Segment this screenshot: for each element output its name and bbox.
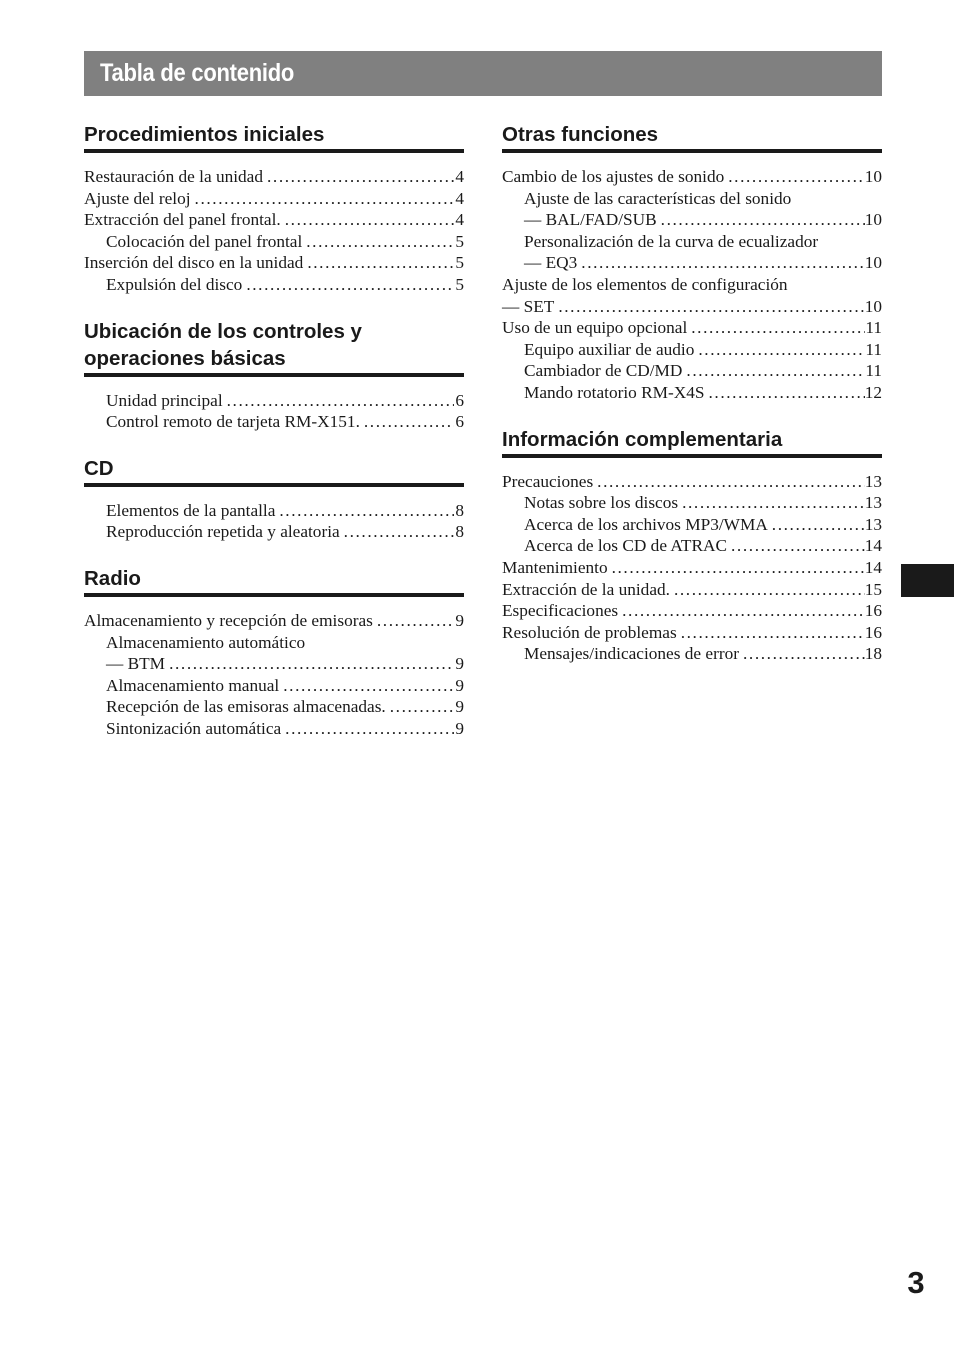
dot-leader xyxy=(165,653,454,675)
dot-leader xyxy=(694,339,865,361)
toc-entry-title: — SET xyxy=(502,296,555,316)
toc-entry[interactable] xyxy=(502,557,882,579)
toc-entry[interactable] xyxy=(502,209,882,231)
toc-entry[interactable] xyxy=(502,600,882,622)
dot-leader xyxy=(727,535,865,557)
toc-entry[interactable] xyxy=(502,296,882,318)
toc-entry-title: Mantenimiento xyxy=(502,557,608,577)
toc-entry[interactable] xyxy=(502,622,882,644)
toc-entry[interactable] xyxy=(502,231,882,253)
dot-leader xyxy=(678,492,865,514)
toc-entry-title: Restauración de la unidad xyxy=(84,167,263,186)
toc-entry-page: 5 xyxy=(455,274,464,294)
toc-entry[interactable] xyxy=(84,166,464,188)
toc-entry[interactable] xyxy=(84,500,464,522)
toc-section-otras-funciones xyxy=(502,121,882,404)
toc-entry-title: Ajuste de las características del sonido xyxy=(524,188,792,208)
toc-entry-page: 11 xyxy=(865,339,882,359)
toc-entry-page: 5 xyxy=(455,253,464,273)
section-heading: Radio xyxy=(84,565,464,597)
toc-entry-list xyxy=(502,471,882,665)
toc-entry[interactable] xyxy=(502,360,882,382)
section-heading: Otras funciones xyxy=(502,121,882,153)
toc-entry-page: 14 xyxy=(864,536,882,556)
toc-entry-title: Extracción de la unidad. xyxy=(502,579,670,599)
toc-entry-title: Extracción del panel frontal. xyxy=(84,210,281,230)
toc-entry-title: — BTM xyxy=(106,654,166,674)
toc-entry-title: Recepción de las emisoras almacenadas. xyxy=(106,697,386,717)
toc-entry-page: 10 xyxy=(864,167,882,186)
toc-entry-page: 4 xyxy=(455,167,464,186)
dot-leader xyxy=(739,643,865,665)
toc-entry-title: Sintonización automática xyxy=(106,718,282,738)
toc-entry-page: 11 xyxy=(865,318,882,338)
toc-entry-title: Mensajes/indicaciones de error xyxy=(524,644,739,664)
toc-entry-title: Inserción del disco en la unidad xyxy=(84,253,304,273)
dot-leader xyxy=(670,579,865,601)
toc-entry-list xyxy=(84,390,464,433)
chapter-thumb-tab xyxy=(901,564,954,597)
toc-entry-list xyxy=(84,500,464,543)
toc-entry-page: 13 xyxy=(864,493,882,513)
dot-leader xyxy=(242,274,454,296)
toc-entry-page: 8 xyxy=(455,500,464,520)
section-heading: Información complementaria xyxy=(502,426,882,458)
page-title: Tabla de contenido xyxy=(100,59,295,87)
toc-entry-list xyxy=(502,166,882,404)
dot-leader xyxy=(593,471,865,493)
toc-entry-page: 10 xyxy=(864,253,882,273)
toc-entry[interactable] xyxy=(502,535,882,557)
dot-leader xyxy=(360,411,454,433)
dot-leader xyxy=(724,166,864,188)
toc-entry-title: Equipo auxiliar de audio xyxy=(524,339,695,359)
toc-entry[interactable] xyxy=(502,188,882,210)
page-number: 3 xyxy=(907,1265,925,1300)
toc-entry-page: 16 xyxy=(864,601,882,621)
dot-leader xyxy=(704,382,864,404)
toc-entry[interactable] xyxy=(84,632,464,654)
toc-entry[interactable] xyxy=(502,579,882,601)
toc-entry-page: 8 xyxy=(455,522,464,542)
toc-entry[interactable] xyxy=(502,492,882,514)
section-heading: CD xyxy=(84,455,464,487)
toc-entry[interactable] xyxy=(84,188,464,210)
dot-leader xyxy=(303,252,454,274)
toc-entry-title: — BAL/FAD/SUB xyxy=(524,210,657,230)
dot-leader xyxy=(577,252,864,274)
toc-section-informacion-complementaria xyxy=(502,426,882,665)
toc-entry-title: Reproducción repetida y aleatoria xyxy=(106,522,340,542)
toc-entry-title: Mando rotatorio RM-X4S xyxy=(524,382,705,402)
toc-entry[interactable] xyxy=(502,339,882,361)
toc-entry-title: Control remoto de tarjeta RM-X151. xyxy=(106,412,360,432)
toc-entry-page: 13 xyxy=(864,514,882,534)
toc-entry[interactable] xyxy=(502,252,882,274)
toc-entry-title: — EQ3 xyxy=(524,253,578,273)
toc-entry-title: Cambiador de CD/MD xyxy=(524,361,683,381)
dot-leader xyxy=(275,500,454,522)
toc-entry[interactable] xyxy=(84,696,464,718)
toc-entry-title: Ajuste del reloj xyxy=(84,188,191,208)
toc-entry[interactable] xyxy=(502,643,882,665)
dot-leader xyxy=(554,296,864,318)
toc-entry-title: Especificaciones xyxy=(502,601,619,621)
toc-column-right xyxy=(502,121,882,687)
toc-entry-title: Expulsión del disco xyxy=(106,274,243,294)
toc-entry-title: Elementos de la pantalla xyxy=(106,500,276,520)
toc-entry-page: 10 xyxy=(864,296,882,316)
dot-leader xyxy=(386,696,454,718)
toc-entry[interactable] xyxy=(502,166,882,188)
dot-leader xyxy=(608,557,865,579)
toc-entry[interactable] xyxy=(84,521,464,543)
toc-entry-page: 11 xyxy=(865,361,882,381)
toc-entry-title: Almacenamiento manual xyxy=(106,675,280,695)
dot-leader xyxy=(223,390,454,412)
toc-entry-title: Cambio de los ajustes de sonido xyxy=(502,167,725,186)
toc-entry-title: Ajuste de los elementos de configuración xyxy=(502,274,788,294)
toc-entry[interactable] xyxy=(84,231,464,253)
dot-leader xyxy=(302,231,454,253)
toc-entry[interactable] xyxy=(502,317,882,339)
toc-entry-title: Notas sobre los discos xyxy=(524,493,679,513)
toc-entry[interactable] xyxy=(502,471,882,493)
toc-entry-page: 9 xyxy=(455,610,464,630)
dot-leader xyxy=(657,209,865,231)
toc-entry-page: 16 xyxy=(864,622,882,642)
toc-entry[interactable] xyxy=(84,718,464,740)
dot-leader xyxy=(373,610,454,632)
dot-leader xyxy=(191,188,454,210)
toc-entry-list xyxy=(84,610,464,740)
toc-entry-page: 12 xyxy=(864,382,882,402)
dot-leader xyxy=(687,317,865,339)
toc-entry[interactable] xyxy=(84,252,464,274)
dot-leader xyxy=(281,718,454,740)
toc-entry-list xyxy=(84,166,464,296)
toc-entry-title: Unidad principal xyxy=(106,390,223,410)
toc-entry[interactable] xyxy=(502,382,882,404)
toc-entry-title: Almacenamiento automático xyxy=(106,632,306,652)
dot-leader xyxy=(279,675,454,697)
toc-entry-page: 9 xyxy=(455,675,464,695)
section-heading: Ubicación de los controles y operaciones básicas xyxy=(84,318,464,377)
toc-section-procedimientos-iniciales xyxy=(84,121,464,296)
dot-leader xyxy=(768,514,865,536)
toc-entry-page: 6 xyxy=(455,390,464,410)
toc-entry-page: 14 xyxy=(864,557,882,577)
toc-entry-page: 6 xyxy=(455,412,464,432)
toc-entry-title: Acerca de los archivos MP3/WMA xyxy=(524,514,768,534)
toc-entry-page: 9 xyxy=(455,718,464,738)
toc-section-cd xyxy=(84,455,464,543)
toc-column-left xyxy=(84,121,464,762)
toc-entry[interactable] xyxy=(502,514,882,536)
toc-entry[interactable] xyxy=(84,610,464,632)
toc-entry[interactable] xyxy=(84,675,464,697)
toc-entry[interactable] xyxy=(84,411,464,433)
toc-entry-page: 9 xyxy=(455,697,464,717)
dot-leader xyxy=(677,622,865,644)
toc-entry-title: Colocación del panel frontal xyxy=(106,231,303,251)
toc-entry[interactable] xyxy=(84,274,464,296)
toc-entry-page: 18 xyxy=(864,644,882,664)
toc-entry-page: 10 xyxy=(864,210,882,230)
dot-leader xyxy=(618,600,865,622)
toc-entry-title: Uso de un equipo opcional xyxy=(502,318,688,338)
toc-entry-title: Resolución de problemas xyxy=(502,622,677,642)
title-banner xyxy=(84,51,882,96)
toc-section-ubicacion-de-los-controles-y-operaciones-basicas xyxy=(84,318,464,433)
dot-leader xyxy=(281,209,454,231)
toc-entry[interactable] xyxy=(502,274,882,296)
dot-leader xyxy=(682,360,865,382)
toc-entry[interactable] xyxy=(84,209,464,231)
toc-entry-page: 9 xyxy=(455,654,464,674)
toc-entry[interactable] xyxy=(84,653,464,675)
toc-entry-title: Almacenamiento y recepción de emisoras xyxy=(84,610,373,630)
section-heading: Procedimientos iniciales xyxy=(84,121,464,153)
toc-entry-title: Precauciones xyxy=(502,471,594,491)
toc-entry-page: 5 xyxy=(455,231,464,251)
toc-section-radio xyxy=(84,565,464,740)
toc-entry-title: Personalización de la curva de ecualizador xyxy=(524,231,819,251)
dot-leader xyxy=(340,521,454,543)
toc-entry-page: 13 xyxy=(864,471,882,491)
toc-entry-page: 4 xyxy=(455,210,464,230)
dot-leader xyxy=(263,166,454,188)
toc-entry[interactable] xyxy=(84,390,464,412)
toc-entry-page: 15 xyxy=(864,579,882,599)
toc-entry-page: 4 xyxy=(455,188,464,208)
toc-entry-title: Acerca de los CD de ATRAC xyxy=(524,536,728,556)
